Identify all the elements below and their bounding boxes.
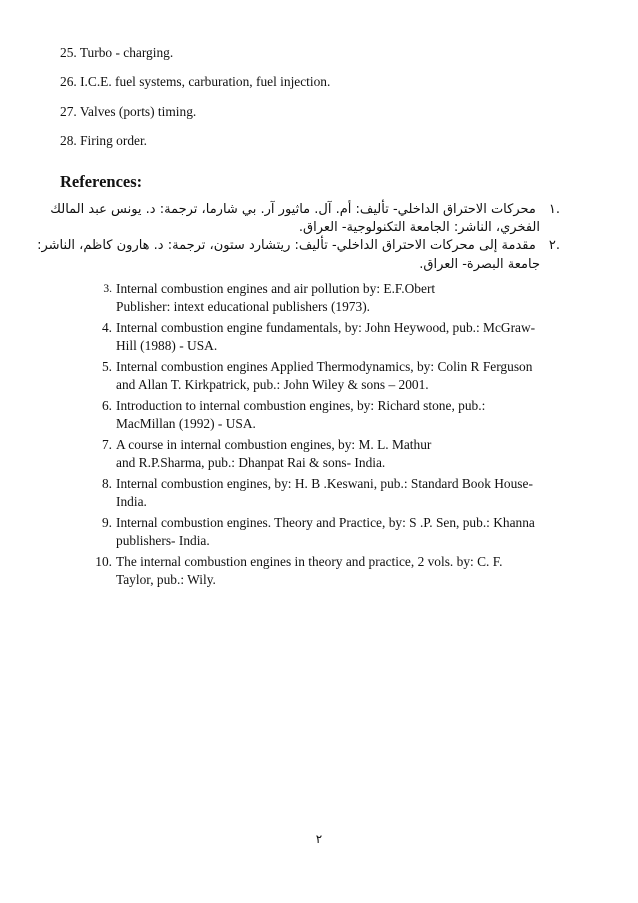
reference-number: 6. [101, 398, 112, 413]
reference-number: 4. [101, 320, 112, 335]
reference-line2: Hill (1988) - USA. [116, 338, 218, 354]
arabic-reference-2-line1 [37, 238, 560, 254]
arabic-reference-2-text: مقدمة إلى محركات الاحتراق الداخلي- تأليف: ريتشارد ستون، ترجمة: د. هارون كاظم، الناشر: [37, 238, 536, 253]
reference-item-8 [80, 475, 600, 512]
arabic-reference-1-line2: الفخري، الناشر: الجامعة التكنولوجية- العراق. [298, 220, 540, 235]
page-number: ٢ [315, 832, 323, 846]
reference-number: 7. [101, 437, 112, 452]
reference-item-4 [80, 319, 600, 356]
reference-line2: and R.P.Sharma, pub.: Dhanpat Rai & sons- India. [116, 455, 386, 471]
topic-line-25: 25. Turbo - charging. [60, 45, 174, 60]
reference-number: 10. [95, 554, 112, 569]
reference-item-3 [80, 280, 600, 317]
reference-line1: The internal combustion engines in theory and practice, 2 vols. by: C. F. [116, 554, 503, 569]
reference-line2: Publisher: intext educational publishers (1973). [116, 299, 371, 315]
reference-line1: Internal combustion engines. Theory and Practice, by: S .P. Sen, pub.: Khanna [116, 515, 535, 530]
reference-line2: publishers- India. [116, 533, 210, 549]
topic-line-28: 28. Firing order. [60, 133, 148, 148]
topic-line-26: 26. I.C.E. fuel systems, carburation, fuel injection. [60, 74, 331, 89]
reference-item-6 [80, 397, 600, 434]
reference-item-5 [80, 358, 600, 395]
reference-line2: MacMillan (1992) - USA. [116, 416, 256, 432]
reference-line1: Introduction to internal combustion engines, by: Richard stone, pub.: [116, 398, 486, 413]
reference-line1: Internal combustion engines Applied Thermodynamics, by: Colin R Ferguson [116, 359, 533, 374]
reference-item-7 [80, 436, 600, 473]
reference-item-10 [80, 553, 600, 590]
reference-number: 3. [103, 283, 112, 295]
reference-line2: and Allan T. Kirkpatrick, pub.: John Wiley & sons – 2001. [116, 377, 429, 393]
reference-number: 9. [101, 515, 112, 530]
reference-line1: Internal combustion engines, by: H. B .Keswani, pub.: Standard Book House- [116, 476, 533, 491]
arabic-reference-2-number: .٢ [548, 238, 560, 253]
topic-line-27: 27. Valves (ports) timing. [60, 104, 197, 119]
arabic-reference-1-line1 [50, 202, 560, 218]
reference-line2: India. [116, 494, 147, 510]
reference-line2: Taylor, pub.: Wily. [116, 572, 216, 588]
reference-line1: Internal combustion engine fundamentals, by: John Heywood, pub.: McGraw- [116, 320, 536, 335]
references-heading: References: [60, 172, 143, 191]
reference-line1: Internal combustion engines and air pollution by: E.F.Obert [116, 281, 436, 296]
arabic-reference-1-text: محركات الاحتراق الداخلي- تأليف: أم. آل. ماثيور آر. بي شارما، ترجمة: د. يونس عبد المالك [50, 202, 536, 217]
reference-number: 5. [101, 359, 112, 374]
arabic-reference-1-number: .١ [548, 202, 560, 217]
reference-item-9 [80, 514, 600, 551]
reference-number: 8. [101, 476, 112, 491]
arabic-reference-2-line2: جامعة البصرة- العراق. [419, 257, 540, 272]
reference-line1: A course in internal combustion engines, by: M. L. Mathur [116, 437, 432, 452]
